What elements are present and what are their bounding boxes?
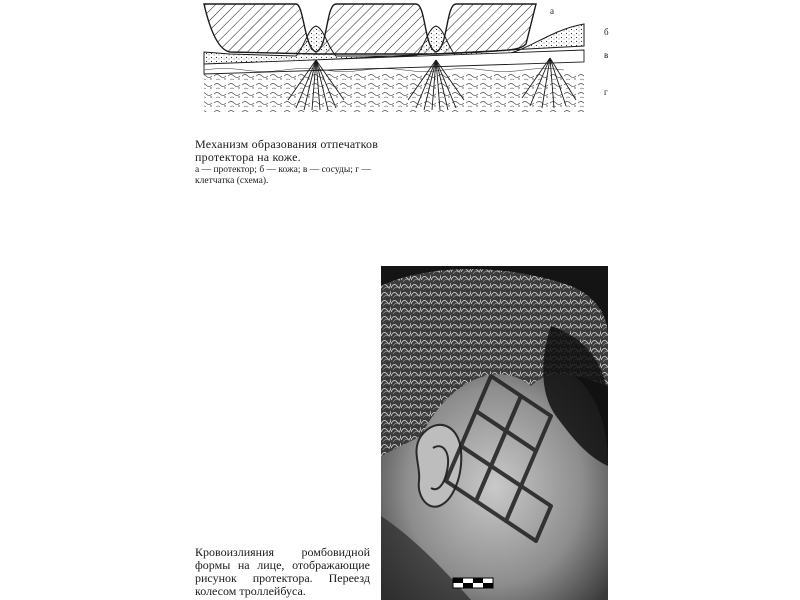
- label-v: в: [604, 50, 609, 60]
- diagram-caption: [195, 138, 380, 187]
- face-hemorrhage-photo: [381, 266, 608, 600]
- tissue-layer: [204, 74, 584, 112]
- diagram-caption-title: Механизм образования отпечатков протектора на коже.: [195, 137, 379, 164]
- label-a: а: [550, 6, 554, 16]
- tread-protector: [204, 4, 536, 54]
- diagram-caption-legend: а — протектор; б — кожа; в — сосуды; г — клетчатка (схема).: [195, 165, 372, 186]
- tread-mechanism-diagram: [200, 0, 620, 118]
- label-b: б: [604, 27, 609, 37]
- label-g: г: [604, 87, 608, 97]
- scale-bar: [453, 578, 493, 588]
- photo-caption: Кровоизлияния ромбовидной формы на лице, отображающие рисунок протектора. Переезд колесом троллейбуса.: [195, 545, 370, 598]
